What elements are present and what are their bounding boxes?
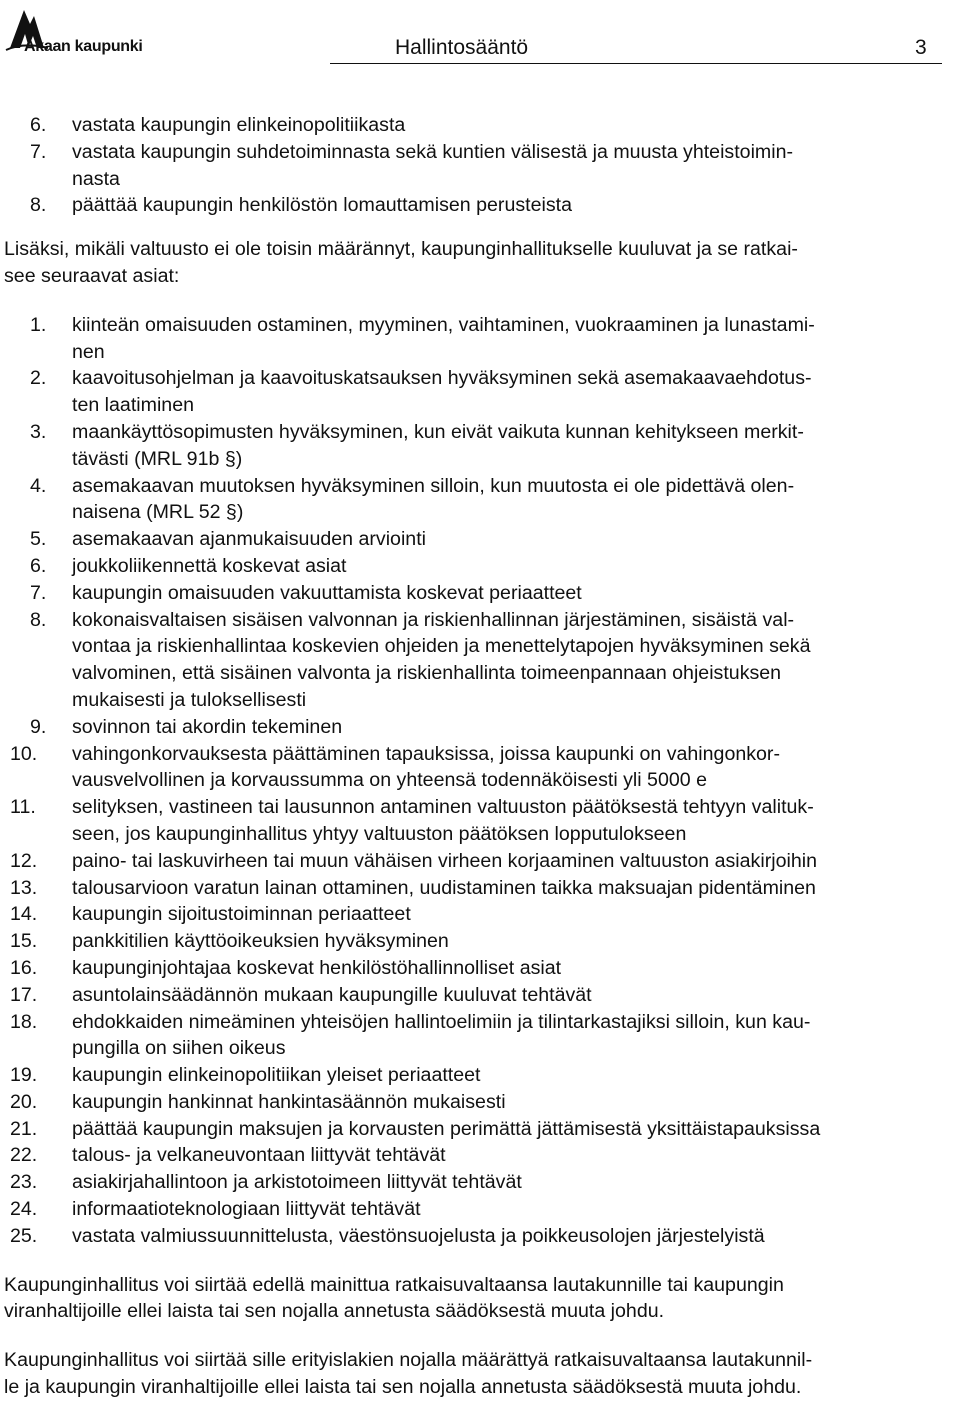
- list-item-text-line: vastata valmiussuunnittelusta, väestönsuojelusta ja poikkeusolojen järjestelyistä: [72, 1224, 765, 1247]
- list-item-text-line: seen, jos kaupunginhallitus yhtyy valtuuston päätöksen lopputulokseen: [72, 822, 687, 845]
- list-item-text-line: kaupungin omaisuuden vakuuttamista koskevat periaatteet: [72, 581, 582, 604]
- list-item-number: 5.: [30, 528, 47, 551]
- list-item-number: 23.: [10, 1171, 38, 1194]
- list-item-text-line: päättää kaupungin maksujen ja korvausten perimättä jättämisestä yksittäistapauksissa: [72, 1117, 821, 1140]
- list-item-number: 22.: [10, 1144, 38, 1167]
- list-item: [0, 955, 950, 982]
- list-item: [0, 848, 950, 875]
- list-item-text-line: selityksen, vastineen tai lausunnon antaminen valtuuston päätöksestä tehtyyn valituk-: [72, 796, 814, 819]
- paragraph-line: le ja kaupungin viranhaltijoille ellei laista tai sen nojalla annetusta säädöksestä muuta johdu.: [4, 1376, 802, 1399]
- list-item-text-line: asemakaavan muutoksen hyväksyminen silloin, kun muutosta ei ole pidettävä olen-: [72, 474, 795, 497]
- list-item-number: 25.: [10, 1224, 38, 1247]
- list-item-number: 2.: [30, 367, 47, 390]
- list-item-text-line: mukaisesti ja tuloksellisesti: [72, 688, 307, 711]
- page-header: [0, 0, 960, 68]
- list-item-text-line: vastata kaupungin suhdetoiminnasta sekä kuntien välisestä ja muusta yhteistoimin-: [72, 140, 794, 163]
- paragraph-line: viranhaltijoille ellei laista tai sen nojalla annetusta säädöksestä muuta johdu.: [4, 1300, 665, 1323]
- list-item-text-line: pungilla on siihen oikeus: [72, 1037, 286, 1060]
- list-item-text-line: asuntolainsäädännön mukaan kaupungille kuuluvat tehtävät: [72, 983, 592, 1006]
- list-item-number: 16.: [10, 956, 38, 979]
- list-item-number: 9.: [30, 715, 47, 738]
- list-item-number: 11.: [10, 796, 36, 819]
- intro-paragraph: [0, 236, 950, 290]
- list-item-text-line: kaupunginjohtajaa koskevat henkilöstöhallinnolliset asiat: [72, 956, 562, 979]
- list-main: [0, 312, 950, 1250]
- list-item: [0, 1116, 950, 1143]
- list-item-text-line: vahingonkorvauksesta päättäminen tapauksissa, joissa kaupunki on vahingonkor-: [72, 742, 780, 765]
- list-item-text-line: tävästi (MRL 91b §): [72, 447, 243, 470]
- list-item-number: 7.: [30, 581, 47, 604]
- list-item-text-line: naisena (MRL 52 §): [72, 501, 244, 524]
- list-item: [0, 1196, 950, 1223]
- list-item-text-line: paino- tai laskuvirheen tai muun vähäisen virheen korjaaminen valtuuston asiakirjoihin: [72, 849, 817, 872]
- list-item-text-line: valvominen, että sisäinen valvonta ja riskienhallinta toimeenpannaan ohjeistuksen: [72, 662, 782, 685]
- list-item-number: 8.: [30, 608, 47, 631]
- list-item-text-line: talousarvioon varatun lainan ottaminen, uudistaminen taikka maksuajan pidentäminen: [72, 876, 816, 899]
- list-item-number: 17.: [10, 983, 38, 1006]
- list-item-number: 20.: [10, 1090, 38, 1113]
- list-item: [0, 1169, 950, 1196]
- list-item: [0, 139, 950, 193]
- list-item: [0, 1223, 950, 1250]
- list-item-text-line: ten laatiminen: [72, 394, 194, 417]
- list-item-number: 4.: [30, 474, 47, 497]
- logo-text: Akaan kaupunki: [24, 38, 143, 55]
- list-item: [0, 312, 950, 366]
- list-item-number: 7.: [30, 140, 47, 163]
- list-item-text-line: kaupungin sijoitustoiminnan periaatteet: [72, 903, 411, 926]
- list-item: [0, 553, 950, 580]
- list-item-text-line: nasta: [72, 167, 120, 190]
- list-item-number: 19.: [10, 1064, 38, 1087]
- list-item-text-line: pankkitilien käyttöoikeuksien hyväksyminen: [72, 930, 449, 953]
- page-number: 3: [915, 36, 927, 59]
- paragraph-line: Kaupunginhallitus voi siirtää sille erityislakien nojalla määrättyä ratkaisuvaltaansa lautakunnil-: [4, 1349, 813, 1372]
- list-item-text-line: asemakaavan ajanmukaisuuden arviointi: [72, 528, 426, 551]
- list-item: [0, 1009, 950, 1063]
- list-item: [0, 580, 950, 607]
- document-title: Hallintosääntö: [395, 36, 529, 59]
- list-item: [0, 1062, 950, 1089]
- list-item: [0, 365, 950, 419]
- document-body: [0, 112, 950, 1401]
- list-item-text-line: kaavoitusohjelman ja kaavoituskatsauksen hyväksyminen sekä asemakaavaehdotus-: [72, 367, 812, 390]
- list-item: [0, 112, 950, 139]
- list-item: [0, 192, 950, 219]
- list-item: [0, 473, 950, 527]
- list-item-number: 8.: [30, 194, 47, 217]
- list-item-number: 10.: [10, 742, 38, 765]
- list-item-number: 14.: [10, 903, 38, 926]
- list-item-number: 18.: [10, 1010, 38, 1033]
- list-item-text-line: vastata kaupungin elinkeinopolitiikasta: [72, 114, 406, 136]
- list-item: [0, 419, 950, 473]
- list-item: [0, 875, 950, 902]
- paragraph-line: Kaupunginhallitus voi siirtää edellä mainittua ratkaisuvaltaansa lautakunnille tai kaupungin: [4, 1273, 784, 1296]
- paragraph-line: Lisäksi, mikäli valtuusto ei ole toisin määrännyt, kaupunginhallitukselle kuuluvat ja se ratkai-: [4, 238, 798, 261]
- list-item-text-line: nen: [72, 340, 105, 363]
- paragraph-line: see seuraavat asiat:: [4, 264, 180, 287]
- list-item-text-line: maankäyttösopimusten hyväksyminen, kun eivät vaikuta kunnan kehitykseen merkit-: [72, 420, 804, 443]
- list-item-text-line: kiinteän omaisuuden ostaminen, myyminen, vaihtaminen, vuokraaminen ja lunastami-: [72, 313, 815, 336]
- outro-paragraph-1: [0, 1272, 950, 1326]
- list-item-text-line: kaupungin hankinnat hankintasäännön mukaisesti: [72, 1090, 506, 1113]
- list-item-text-line: sovinnon tai akordin tekeminen: [72, 715, 343, 738]
- list-item-number: 13.: [10, 876, 38, 899]
- list-item-number: 15.: [10, 930, 38, 953]
- list-item: [0, 901, 950, 928]
- list-item-number: 12.: [10, 849, 38, 872]
- list-item-text-line: talous- ja velkaneuvontaan liittyvät tehtävät: [72, 1144, 446, 1167]
- list-item-text-line: kaupungin elinkeinopolitiikan yleiset periaatteet: [72, 1064, 481, 1087]
- header-divider: [330, 63, 942, 64]
- list-item: [0, 1089, 950, 1116]
- list-item-number: 3.: [30, 420, 47, 443]
- list-item: [0, 741, 950, 795]
- list-item-text-line: päättää kaupungin henkilöstön lomauttamisen perusteista: [72, 194, 572, 217]
- list-item-text-line: vontaa ja riskienhallintaa koskevien ohjeiden ja menettelytapojen hyväksyminen sekä: [72, 635, 811, 658]
- list-item-text-line: kokonaisvaltaisen sisäisen valvonnan ja riskienhallinnan järjestäminen, sisäistä val-: [72, 608, 795, 631]
- city-logo: [4, 4, 194, 56]
- list-item-number: 1.: [30, 313, 47, 336]
- list-item: [0, 1142, 950, 1169]
- list-item-number: 6.: [30, 554, 47, 577]
- list-item-text-line: informaatioteknologiaan liittyvät tehtävät: [72, 1198, 421, 1221]
- list-item-number: 24.: [10, 1198, 38, 1221]
- list-item: [0, 526, 950, 553]
- list-item: [0, 794, 950, 848]
- list-item-text-line: ehdokkaiden nimeäminen yhteisöjen hallintoelimiin ja tilintarkastajiksi silloin, kun kau-: [72, 1010, 811, 1033]
- list-item-text-line: vausvelvollinen ja korvaussumma on yhteensä todennäköisesti yli 5000 e: [72, 769, 707, 792]
- list-item-number: 21.: [10, 1117, 38, 1140]
- list-item-text-line: asiakirjahallintoon ja arkistotoimeen liittyvät tehtävät: [72, 1171, 522, 1194]
- list-top: [0, 112, 950, 219]
- list-item-text-line: joukkoliikennettä koskevat asiat: [72, 554, 347, 577]
- list-item: [0, 607, 950, 714]
- list-item-number: 6.: [30, 114, 47, 136]
- list-item: [0, 714, 950, 741]
- list-item: [0, 928, 950, 955]
- list-item: [0, 982, 950, 1009]
- outro-paragraph-2: [0, 1347, 950, 1401]
